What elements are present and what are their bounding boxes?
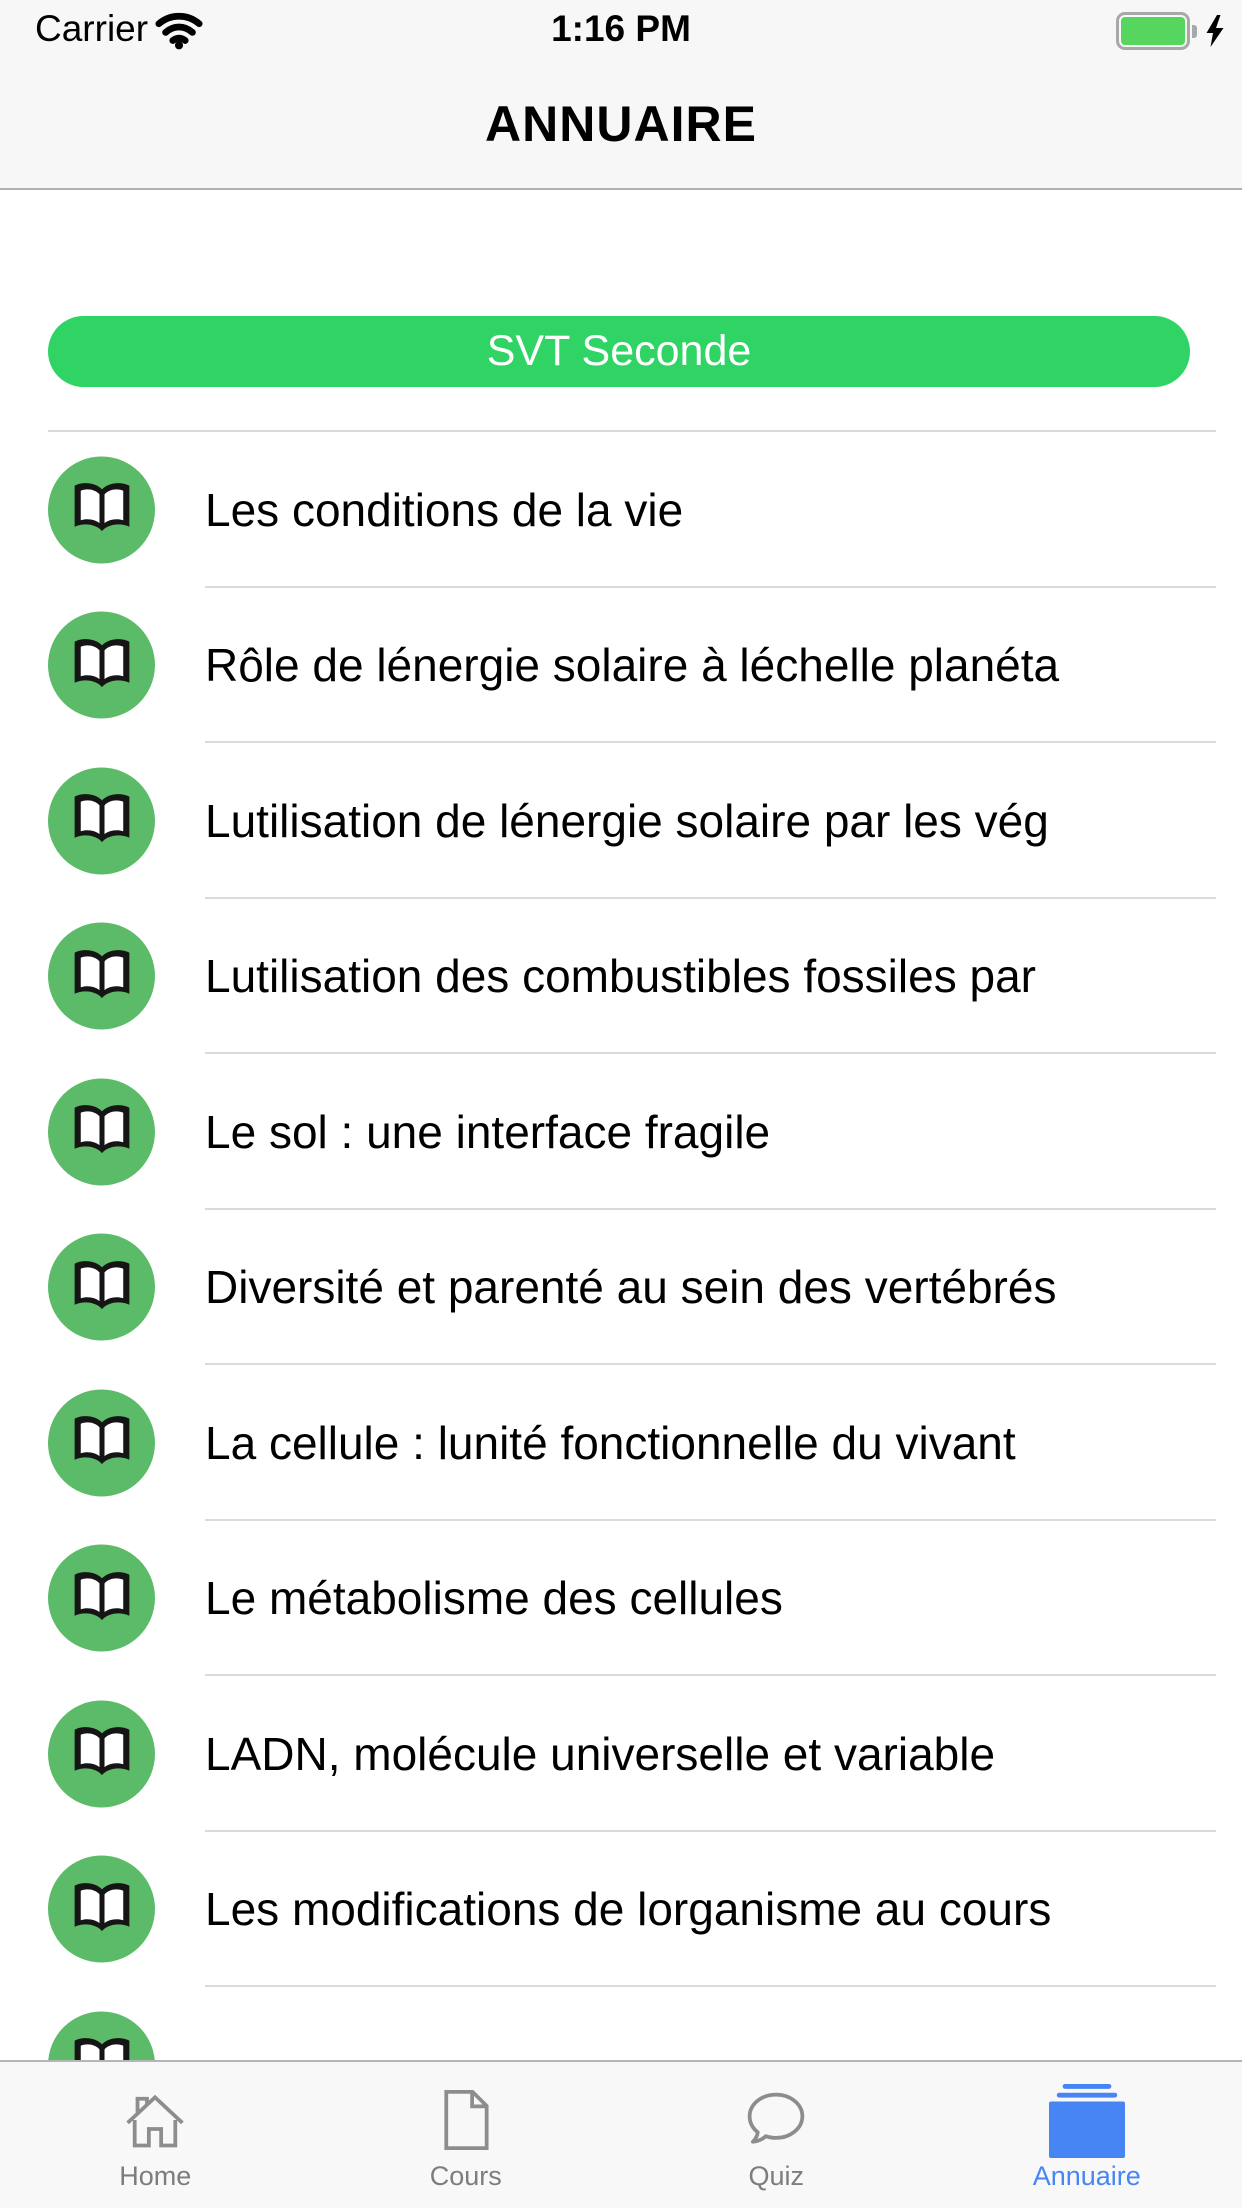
open-book-icon [48, 923, 155, 1030]
tab-label: Cours [429, 2161, 502, 2191]
document-icon [435, 2083, 497, 2157]
home-icon [121, 2083, 189, 2157]
open-book-icon [48, 456, 155, 563]
list-item[interactable] [0, 1365, 1242, 1521]
list-item[interactable] [0, 899, 1242, 1055]
list-item[interactable] [0, 1832, 1242, 1988]
list-item[interactable] [0, 1054, 1242, 1210]
battery-outline [1116, 12, 1190, 50]
nav-bar [0, 60, 1242, 188]
tab-quiz[interactable] [621, 2062, 932, 2208]
list-item-label: Lutilisation des combustibles fossiles par [205, 950, 1036, 1003]
page-title: ANNUAIRE [485, 96, 757, 152]
list-item-label: Le sol : une interface fragile [205, 1105, 771, 1158]
open-book-icon [48, 1078, 155, 1185]
status-bar [0, 0, 1242, 60]
list-item-label: Diversité et parenté au sein des vertébrés [205, 1261, 1057, 1314]
list-item-label: Lutilisation de lénergie solaire par les vég [205, 794, 1049, 847]
list-item-label: LADN, molécule universelle et variable [205, 1727, 996, 1780]
battery-level [1121, 17, 1185, 45]
chapter-list [0, 432, 1242, 2143]
open-book-icon [48, 1234, 155, 1341]
speech-bubble-icon [742, 2083, 810, 2157]
list-item-label: Le métabolisme des cellules [205, 1572, 783, 1625]
list-item-label: La cellule : lunité fonctionnelle du vivant [205, 1416, 1016, 1469]
header [0, 0, 1242, 190]
list-item[interactable] [0, 588, 1242, 744]
tab-home[interactable] [0, 2062, 311, 2208]
tab-bar [0, 2060, 1242, 2208]
carrier-label: Carrier [35, 8, 149, 49]
list-item[interactable] [0, 1676, 1242, 1832]
open-book-icon [48, 1856, 155, 1963]
list-item-label: Les modifications de lorganisme au cours [205, 1883, 1052, 1936]
list-item[interactable] [0, 432, 1242, 588]
battery-nub [1192, 25, 1197, 38]
open-book-icon [48, 612, 155, 719]
list-item[interactable] [0, 743, 1242, 899]
list-item[interactable] [0, 1521, 1242, 1677]
category-button[interactable]: SVT Seconde [48, 316, 1190, 387]
list-item-label: Rôle de lénergie solaire à léchelle planéta [205, 639, 1060, 692]
open-book-icon [48, 1545, 155, 1652]
list-item-label: Les conditions de la vie [205, 483, 684, 536]
open-book-icon [48, 1389, 155, 1496]
tab-label: Annuaire [1032, 2161, 1141, 2191]
time-label: 1:16 PM [551, 8, 691, 49]
list-item[interactable] [0, 1210, 1242, 1366]
books-stack-icon [1049, 2083, 1125, 2157]
tab-annuaire[interactable] [932, 2062, 1242, 2208]
tab-label: Quiz [748, 2161, 805, 2191]
open-book-icon [48, 1700, 155, 1807]
open-book-icon [48, 767, 155, 874]
tab-label: Home [119, 2161, 192, 2191]
tab-cours[interactable] [311, 2062, 622, 2208]
battery-charging-icon [1116, 12, 1226, 50]
lightning-bolt-icon [1205, 15, 1226, 47]
